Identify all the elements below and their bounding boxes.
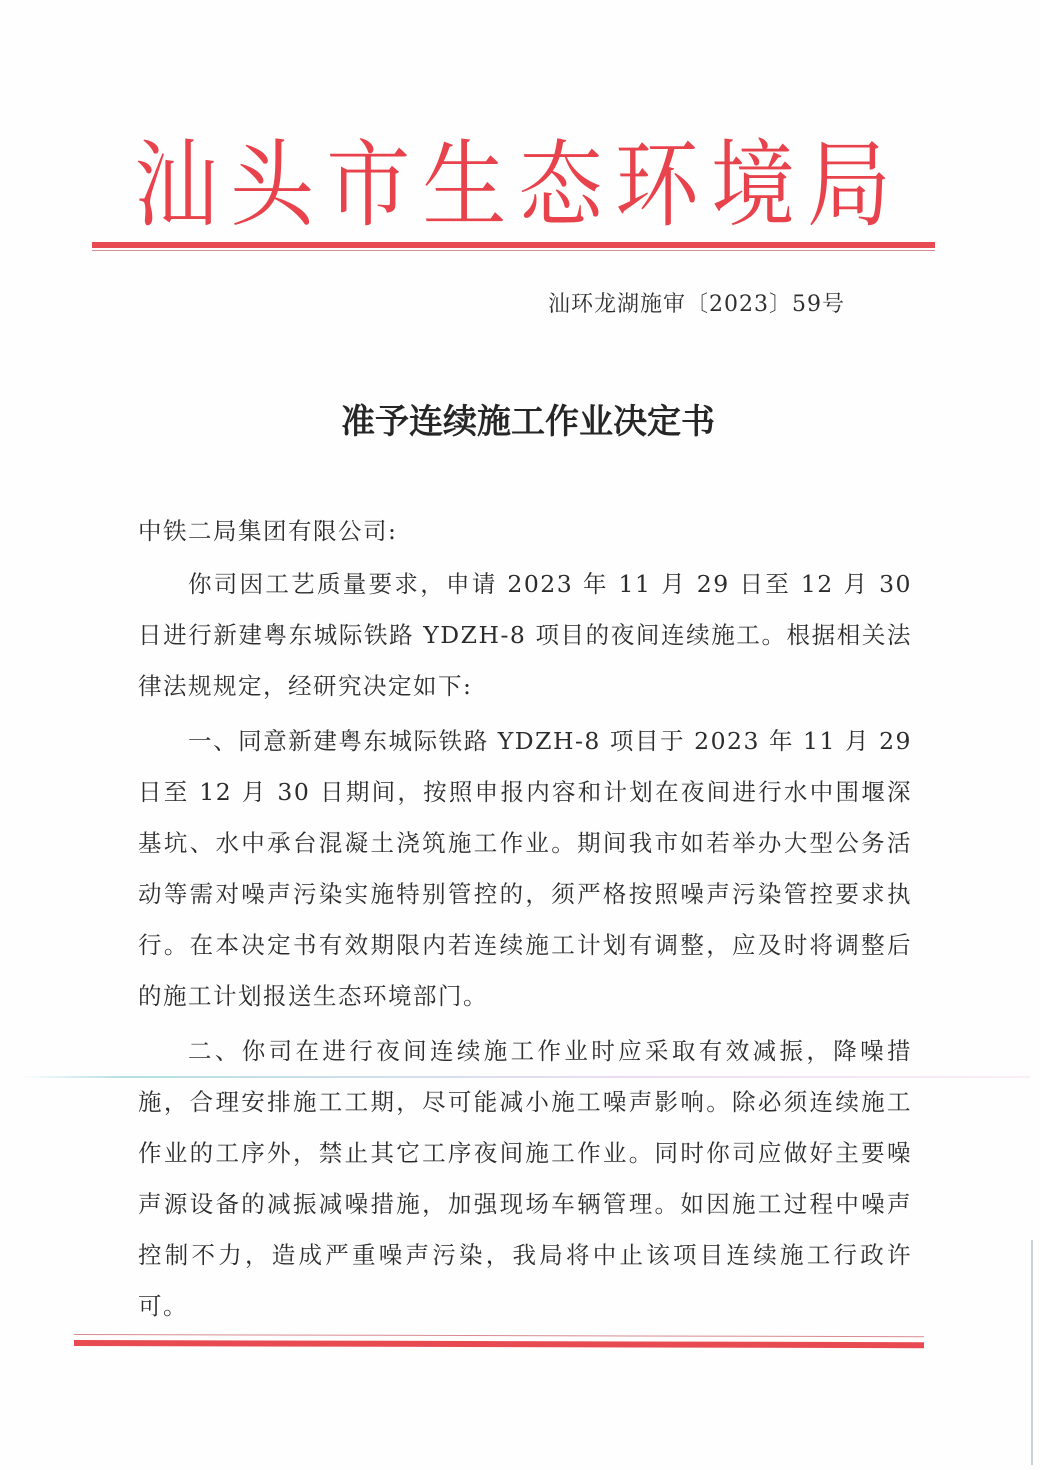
letterhead-char: 头: [230, 130, 315, 240]
letterhead-char: 汕: [134, 130, 219, 240]
letterhead-char: 局: [806, 130, 891, 240]
footer-divider-thick: [74, 1340, 924, 1348]
footer-divider-thin: [74, 1334, 924, 1337]
letterhead-char: 市: [326, 130, 411, 240]
letterhead-agency-name: [92, 130, 937, 240]
addressee: 中铁二局集团有限公司:: [138, 517, 398, 545]
letterhead-char: 态: [518, 130, 603, 240]
letterhead-divider-thick: [92, 242, 935, 248]
paragraph-intro: 你司因工艺质量要求，申请 2023 年 11 月 29 日至 12 月 30 日进行新建粤东城际铁路 YDZH-8 项目的夜间连续施工。根据相关法律法规规定，经研究决定如下:: [138, 570, 912, 700]
letterhead-char: 境: [710, 130, 795, 240]
document-title: 准予连续施工作业决定书: [341, 402, 715, 442]
letterhead-divider-thin: [92, 250, 935, 251]
letterhead-char: 环: [614, 130, 699, 240]
paragraph-item-2: 二、你司在进行夜间连续施工作业时应采取有效减振，降噪措施，合理安排施工工期，尽可能减小施工噪声影响。除必须连续施工作业的工序外，禁止其它工序夜间施工作业。同时你司应做好主要噪声源设备的减振减噪措施，加强现场车辆管理。如因施工过程中噪声控制不力，造成严重噪声污染，我局将中止该项目连续施工行政许可。: [138, 1037, 912, 1320]
letterhead-char: 生: [422, 130, 507, 240]
scan-edge: [1031, 1240, 1033, 1465]
document-body: [138, 506, 912, 1332]
paragraph-item-1: 一、同意新建粤东城际铁路 YDZH-8 项目于 2023 年 11 月 29 日至 12 月 30 日期间，按照申报内容和计划在夜间进行水中围堰深基坑、水中承台混凝土浇筑施工作业。期间我市如若举办大型公务活动等需对噪声污染实施特别管控的，须严格按照噪声污染管控要求执行。在本决定书有效期限内若连续施工计划有调整，应及时将调整后的施工计划报送生态环境部门。: [138, 727, 912, 1010]
document-number: 汕环龙湖施审〔2023〕59号: [548, 292, 845, 317]
